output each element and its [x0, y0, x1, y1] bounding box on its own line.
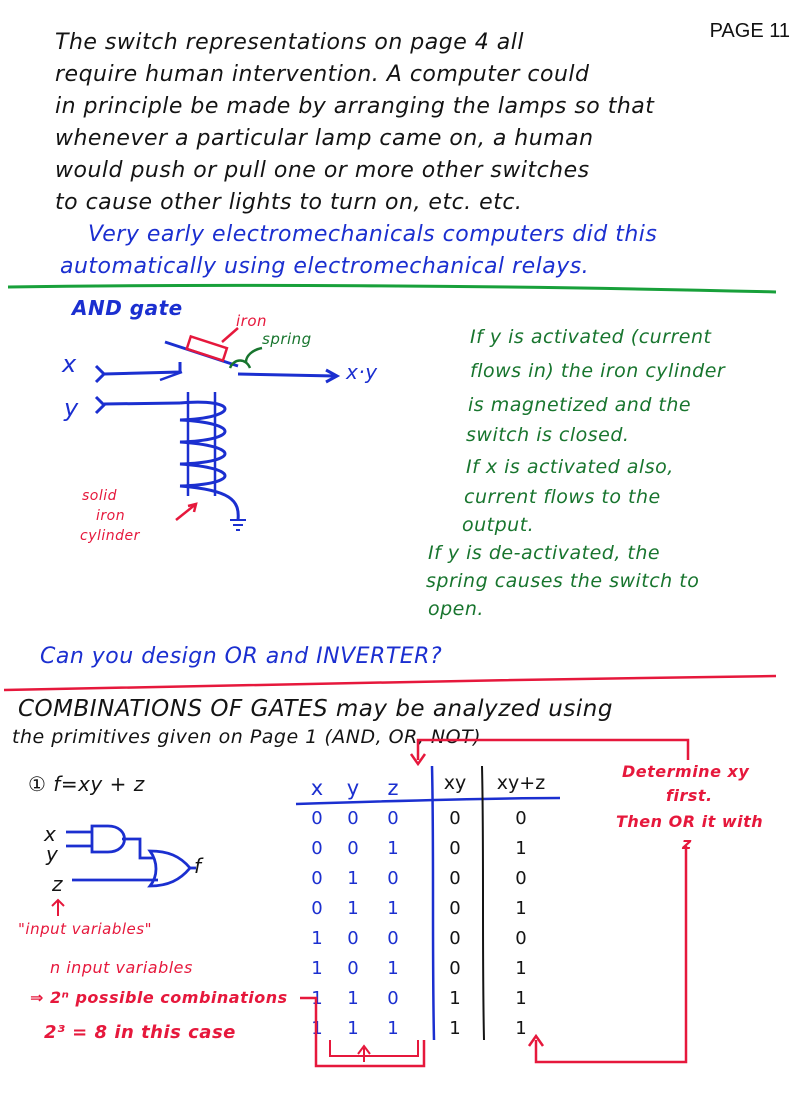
truth-table-cell: 0	[387, 868, 399, 889]
truth-table-cell: 1	[515, 838, 527, 859]
intro-blue-line-2: automatically using electromechanical relays.	[60, 254, 590, 279]
truth-table-xy-divider	[482, 766, 484, 1040]
truth-table-cell: 1	[515, 958, 527, 979]
design-question: Can you design OR and INVERTER?	[40, 644, 443, 669]
truth-table-cell: 1	[311, 928, 323, 949]
truth-table-cell: 0	[347, 958, 359, 979]
and-gate-inputs	[66, 832, 92, 846]
truth-table-cell: 1	[347, 898, 359, 919]
red-divider	[4, 676, 776, 690]
explanation-line-3: is magnetized and the	[468, 394, 692, 416]
truth-table-cell: 0	[311, 868, 323, 889]
truth-table-cell: 0	[387, 808, 399, 829]
truth-table-cell: 0	[515, 808, 527, 829]
explanation-line-2: flows in) the iron cylinder	[470, 360, 726, 382]
explanation-line-5: If x is activated also,	[466, 456, 674, 478]
truth-table-cell: 1	[311, 958, 323, 979]
determine-note-3: Then OR it with	[616, 812, 764, 831]
truth-table-cell: 0	[311, 808, 323, 829]
and-gate-title: AND gate	[72, 296, 183, 320]
truth-table-cell: 1	[347, 988, 359, 1009]
n-inputs-note-1: n input variables	[50, 958, 193, 977]
truth-table-cell: 0	[449, 958, 461, 979]
truth-table-input-divider	[432, 766, 434, 1040]
truth-table-cell: 1	[449, 1018, 461, 1039]
iron-label: iron	[236, 312, 268, 330]
y-input-wire	[104, 403, 180, 404]
truth-table-cell: 0	[387, 928, 399, 949]
gate-circuit	[66, 826, 196, 886]
truth-table-cell: 0	[449, 928, 461, 949]
green-divider	[8, 285, 776, 292]
truth-table-cell: 0	[311, 898, 323, 919]
example-equation: ① f=xy + z	[28, 772, 145, 796]
truth-table-cell: 1	[387, 958, 399, 979]
intro-line-4: whenever a particular lamp came on, a human	[55, 126, 594, 151]
truth-table-cell: 1	[387, 1018, 399, 1039]
truth-table-cell: 1	[347, 868, 359, 889]
truth-table-cell: 1	[515, 1018, 527, 1039]
truth-table-cell: 0	[347, 808, 359, 829]
input-variables-note: "input variables"	[18, 920, 152, 938]
truth-table-cell: 0	[347, 928, 359, 949]
truth-table-cell: 0	[515, 928, 527, 949]
n-inputs-note-2: ⇒ 2ⁿ possible combinations	[30, 988, 288, 1007]
input-variables-arrow	[52, 900, 64, 916]
intro-line-1: The switch representations on page 4 all	[55, 30, 524, 55]
relay-diagram	[96, 342, 337, 530]
output-label: x·y	[346, 360, 378, 384]
intro-line-2: require human intervention. A computer could	[55, 62, 590, 87]
truth-table-header-xy: xy	[443, 772, 467, 794]
circuit-z-label: z	[52, 872, 63, 896]
or-with-z-bracket	[536, 846, 686, 1062]
cylinder-pointer	[176, 504, 196, 520]
and-gate-symbol	[92, 826, 125, 852]
rows-bracket	[330, 1040, 418, 1056]
cylinder-label-2: iron	[96, 508, 126, 524]
truth-table-header-rule	[296, 798, 560, 804]
ground-symbol	[230, 520, 246, 530]
truth-table-cell: 0	[449, 868, 461, 889]
truth-table-header-y: y	[346, 776, 360, 800]
truth-table-cell: 0	[449, 808, 461, 829]
and-gate-output-wire	[122, 839, 154, 858]
explanation-line-8: If y is de-activated, the	[428, 542, 661, 564]
determine-note-2: first.	[666, 786, 713, 805]
truth-table-header-x: x	[310, 776, 324, 800]
truth-table-grid	[296, 766, 560, 1040]
rows-bracket-arrow	[358, 1046, 370, 1062]
truth-table-cell: 0	[387, 988, 399, 1009]
input-y-label: y	[64, 394, 79, 422]
explanation-line-1: If y is activated (current	[470, 326, 712, 348]
x-input-arrow	[96, 366, 104, 382]
input-x-label: x	[62, 350, 77, 378]
truth-table-cell: 0	[449, 838, 461, 859]
determine-note-1: Determine xy	[622, 762, 750, 781]
n-inputs-note-3: 2³ = 8 in this case	[44, 1022, 236, 1043]
output-wire	[238, 374, 335, 376]
explanation-line-4: switch is closed.	[466, 424, 630, 446]
intro-line-3: in principle be made by arranging the lamps so that	[55, 94, 655, 119]
explanation-line-10: open.	[428, 598, 484, 620]
intro-line-6: to cause other lights to turn on, etc. etc.	[55, 190, 523, 215]
circuit-y-label: y	[46, 842, 59, 866]
explanation-line-6: current flows to the	[464, 486, 661, 508]
circuit-f-label: f	[194, 854, 202, 878]
y-input-arrow	[96, 397, 104, 413]
truth-table-cell: 1	[311, 988, 323, 1009]
truth-table-cell: 1	[387, 898, 399, 919]
spring-pointer	[246, 348, 262, 362]
combinations-line-2: the primitives given on Page 1 (AND, OR, NOT)	[12, 726, 482, 748]
truth-table-cell: 0	[449, 898, 461, 919]
x-input-wire	[104, 362, 180, 374]
explanation-line-7: output.	[462, 514, 535, 536]
truth-table-cell: 1	[449, 988, 461, 1009]
truth-table-cell: 0	[347, 838, 359, 859]
explanation-line-9: spring causes the switch to	[426, 570, 700, 592]
intro-blue-line-1: Very early electromechanicals computers did this	[88, 222, 658, 247]
cylinder-label-1: solid	[82, 488, 118, 504]
intro-line-5: would push or pull one or more other switches	[55, 158, 590, 183]
red-arrows	[300, 740, 688, 1066]
page-number: PAGE 11	[709, 20, 790, 42]
truth-table-cell: 0	[515, 868, 527, 889]
spring-label: spring	[262, 330, 312, 348]
truth-table-header-xy-plus-z: xy+z	[496, 772, 546, 794]
truth-table-cell: 0	[311, 838, 323, 859]
determine-note-4: z	[682, 834, 692, 853]
truth-table-cell: 1	[515, 988, 527, 1009]
combinations-line-1: COMBINATIONS OF GATES may be analyzed using	[18, 696, 613, 722]
truth-table-cell: 1	[311, 1018, 323, 1039]
truth-table-cell: 1	[347, 1018, 359, 1039]
determine-bracket	[418, 740, 688, 760]
iron-pointer	[222, 328, 238, 342]
cylinder-label-3: cylinder	[80, 528, 140, 544]
truth-table-cell: 1	[387, 838, 399, 859]
truth-table-header-z: z	[387, 776, 399, 800]
circuit-x-label: x	[44, 822, 57, 846]
truth-table-cell: 1	[515, 898, 527, 919]
